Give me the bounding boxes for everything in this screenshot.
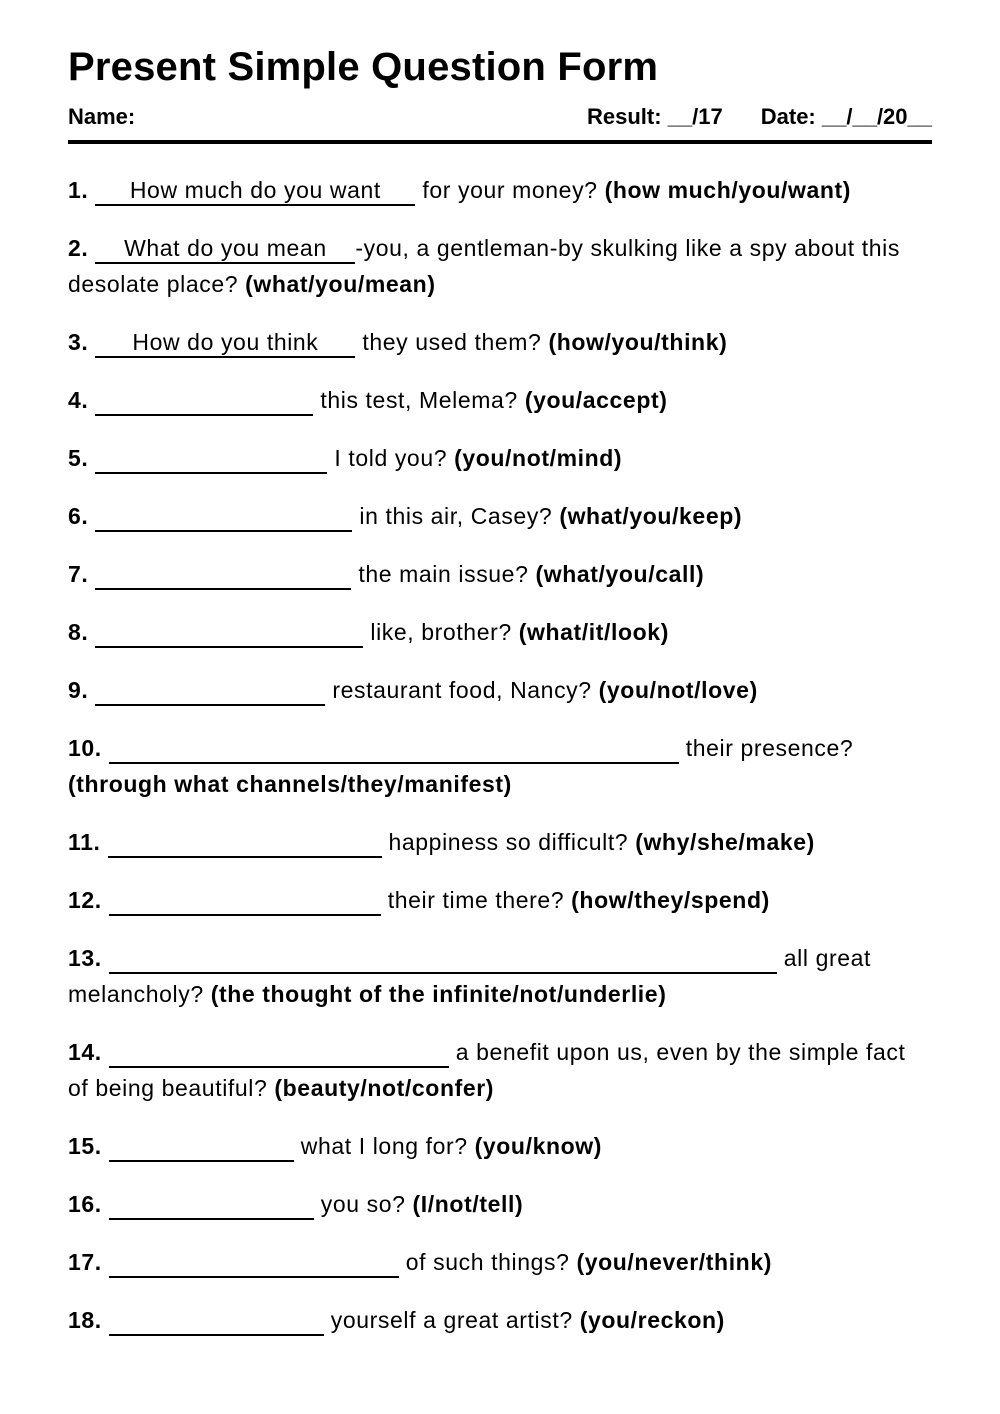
- question-item-18: [68, 1302, 932, 1338]
- meta-right: [587, 104, 932, 130]
- question-item-12: [68, 882, 932, 918]
- question-item-8: [68, 614, 932, 650]
- question-number: 1.: [68, 177, 89, 203]
- question-number: 16.: [68, 1191, 102, 1217]
- question-number: 6.: [68, 503, 89, 529]
- answer-blank: [109, 887, 381, 916]
- answer-text: [109, 1133, 294, 1160]
- question-text: yourself a great artist?: [323, 1307, 580, 1333]
- question-hint: (what/you/mean): [245, 271, 436, 297]
- question-item-16: [68, 1186, 932, 1222]
- question-item-15: [68, 1128, 932, 1164]
- question-item-7: [68, 556, 932, 592]
- result-value: __/17: [667, 104, 723, 129]
- answer-text: [95, 561, 351, 588]
- question-item-3: [68, 324, 932, 360]
- answer-text: [109, 1249, 399, 1276]
- question-text: of such things?: [398, 1249, 577, 1275]
- question-number: 13.: [68, 945, 102, 971]
- answer-text: [109, 945, 777, 972]
- answer-blank: [95, 387, 313, 416]
- question-item-6: [68, 498, 932, 534]
- date-value: __/__/20__: [821, 104, 932, 129]
- answer-blank: [95, 677, 325, 706]
- question-item-1: [68, 172, 932, 208]
- answer-text: [109, 1191, 314, 1218]
- question-text: you so?: [313, 1191, 413, 1217]
- question-hint: (how/you/think): [548, 329, 728, 355]
- answer-text: [108, 829, 382, 856]
- result-field: [587, 104, 723, 130]
- answer-blank: [95, 561, 351, 590]
- answer-text: How do you think: [132, 329, 319, 355]
- question-hint: (you/know): [474, 1133, 603, 1159]
- question-hint: (you/not/mind): [454, 445, 623, 471]
- answer-blank-filled: [95, 235, 355, 264]
- question-hint: (what/you/keep): [559, 503, 743, 529]
- question-item-2: [68, 230, 932, 302]
- answer-blank: [95, 445, 327, 474]
- answer-blank: [109, 1191, 314, 1220]
- question-number: 15.: [68, 1133, 102, 1159]
- answer-blank: [95, 503, 352, 532]
- question-number: 14.: [68, 1039, 102, 1065]
- meta-row: [68, 104, 932, 144]
- question-number: 11.: [68, 829, 101, 855]
- question-number: 4.: [68, 387, 89, 413]
- question-number: 7.: [68, 561, 89, 587]
- answer-text: How much do you want: [129, 177, 381, 203]
- answer-text: [109, 1307, 324, 1334]
- question-text: the main issue?: [351, 561, 536, 587]
- question-hint: (I/not/tell): [412, 1191, 524, 1217]
- question-hint: (what/you/call): [535, 561, 705, 587]
- question-hint: (what/it/look): [518, 619, 669, 645]
- question-hint: (you/never/think): [576, 1249, 772, 1275]
- answer-text: What do you mean: [124, 235, 327, 261]
- question-text: I told you?: [327, 445, 455, 471]
- answer-blank-filled: [95, 177, 415, 206]
- answer-text: [95, 503, 352, 530]
- question-text: this test, Melema?: [313, 387, 525, 413]
- answer-text: [95, 677, 325, 704]
- answer-text: [95, 387, 313, 414]
- question-number: 3.: [68, 329, 89, 355]
- answer-blank: [109, 1133, 294, 1162]
- question-number: 2.: [68, 235, 89, 261]
- answer-blank: [109, 1307, 324, 1336]
- question-item-14: [68, 1034, 932, 1106]
- question-text: a benefit upon us, even by the simple fact of being beautiful?: [68, 1039, 906, 1101]
- question-text: they used them?: [355, 329, 549, 355]
- question-item-9: [68, 672, 932, 708]
- question-number: 5.: [68, 445, 89, 471]
- question-hint: (how much/you/want): [604, 177, 852, 203]
- question-text: their time there?: [380, 887, 572, 913]
- name-label: Name:: [68, 104, 136, 129]
- question-item-11: [68, 824, 932, 860]
- question-text: like, brother?: [363, 619, 519, 645]
- question-item-17: [68, 1244, 932, 1280]
- question-text: all great melancholy?: [68, 945, 871, 1007]
- question-number: 18.: [68, 1307, 102, 1333]
- question-text: restaurant food, Nancy?: [325, 677, 599, 703]
- question-text: -you, a gentleman-by skulking like a spy about this desolate place?: [68, 235, 900, 297]
- question-hint: (the thought of the infinite/not/underlie): [210, 981, 667, 1007]
- question-text: what I long for?: [293, 1133, 475, 1159]
- question-hint: (beauty/not/confer): [274, 1075, 495, 1101]
- question-text: in this air, Casey?: [352, 503, 560, 529]
- answer-blank: [109, 1249, 399, 1278]
- question-item-13: [68, 940, 932, 1012]
- answer-text: [109, 735, 679, 762]
- answer-blank: [109, 1039, 449, 1068]
- date-field: [761, 104, 932, 130]
- question-text: their presence?: [678, 735, 854, 761]
- answer-blank: [95, 619, 363, 648]
- question-hint: (why/she/make): [635, 829, 815, 855]
- date-label: Date:: [760, 104, 816, 129]
- question-text: happiness so difficult?: [381, 829, 636, 855]
- question-text: for your money?: [415, 177, 605, 203]
- question-hint: (you/accept): [524, 387, 668, 413]
- answer-blank: [109, 945, 777, 974]
- question-number: 10.: [68, 735, 102, 761]
- answer-blank: [109, 735, 679, 764]
- result-label: Result:: [587, 104, 662, 129]
- page-title: Present Simple Question Form: [68, 45, 659, 89]
- question-number: 17.: [68, 1249, 102, 1275]
- question-hint: (how/they/spend): [571, 887, 770, 913]
- question-number: 12.: [68, 887, 102, 913]
- question-item-4: [68, 382, 932, 418]
- question-hint: (through what channels/they/manifest): [68, 771, 512, 797]
- question-number: 9.: [68, 677, 89, 703]
- answer-text: [95, 619, 363, 646]
- question-hint: (you/reckon): [579, 1307, 725, 1333]
- question-item-5: [68, 440, 932, 476]
- question-hint: (you/not/love): [598, 677, 758, 703]
- question-number: 8.: [68, 619, 89, 645]
- answer-text: [95, 445, 327, 472]
- answer-text: [109, 1039, 449, 1066]
- answer-text: [109, 887, 381, 914]
- question-item-10: [68, 730, 932, 802]
- question-list: [68, 172, 932, 1338]
- answer-blank-filled: [95, 329, 355, 358]
- answer-blank: [108, 829, 382, 858]
